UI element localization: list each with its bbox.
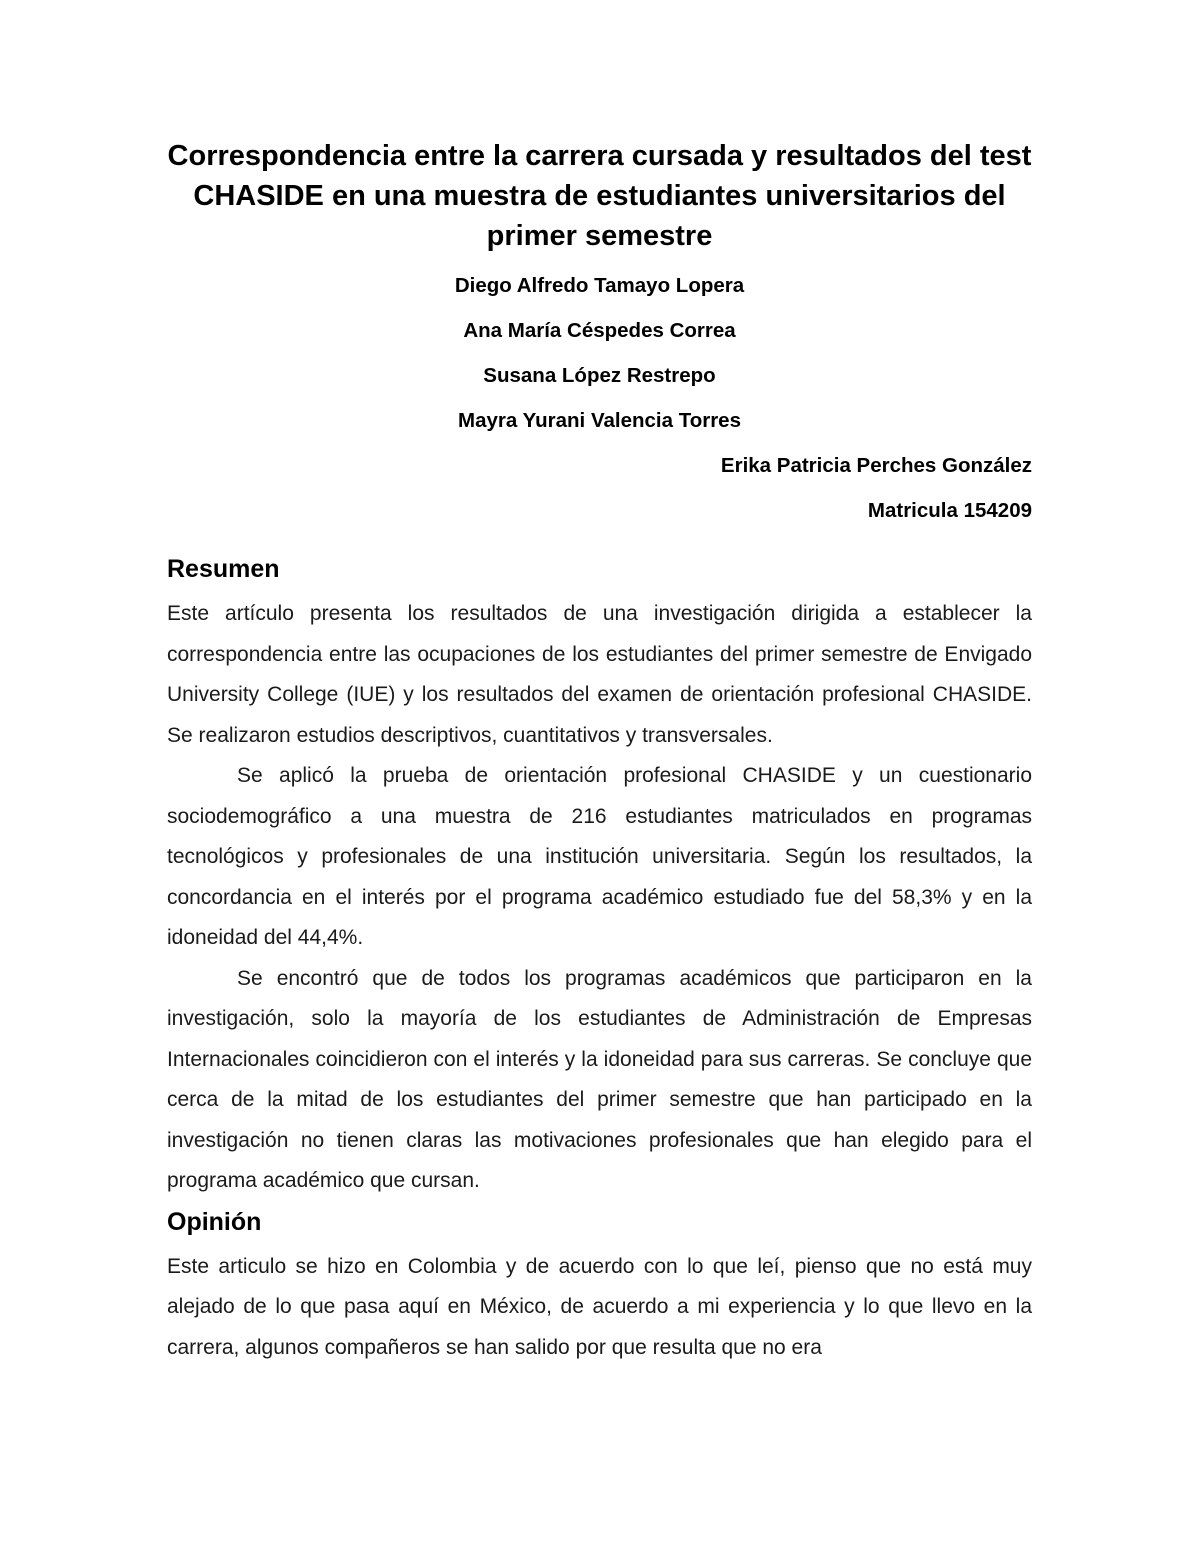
document-title: Correspondencia entre la carrera cursada y resultados del test CHASIDE en una muestra de estudiantes universitarios del primer semestre xyxy=(167,140,1032,252)
author-name: Susana López Restrepo xyxy=(483,364,716,387)
document-body xyxy=(167,136,1032,1368)
resumen-paragraph: Se aplicó la prueba de orientación profesional CHASIDE y un cuestionario sociodemográfico a una muestra de 216 estudiantes matriculados en programas tecnológicos y profesionales de una institución universitaria. Según los resultados, la concordancia en el interés por el programa académico estudiado fue del 58,3% y en la idoneidad del 44,4%. xyxy=(167,764,1032,949)
section-heading-opinion: Opinión xyxy=(167,1207,262,1236)
author-name: Mayra Yurani Valencia Torres xyxy=(458,409,741,432)
resumen-paragraph: Se encontró que de todos los programas académicos que participaron en la investigación, solo la mayoría de los estudiantes de Administración de Empresas Internacionales coincidieron con el interés y la idoneidad para sus carreras. Se concluye que cerca de la mitad de los estudiantes del primer semestre que han participado en la investigación no tienen claras las motivaciones profesionales que han elegido para el programa académico que cursan. xyxy=(167,966,1032,1192)
student-id: Matricula 154209 xyxy=(867,499,1032,522)
opinion-paragraph: Este articulo se hizo en Colombia y de acuerdo con lo que leí, pienso que no está muy alejado de lo que pasa aquí en México, de acuerdo a mi experiencia y lo que llevo en la carrera, algunos compañeros se han salido por que resulta que no era xyxy=(167,1254,1032,1359)
author-name: Diego Alfredo Tamayo Lopera xyxy=(454,274,745,297)
author-name: Ana María Céspedes Correa xyxy=(463,319,736,342)
section-heading-resumen: Resumen xyxy=(167,555,280,583)
resumen-paragraph: Este artículo presenta los resultados de una investigación dirigida a establecer la correspondencia entre las ocupaciones de los estudiantes del primer semestre de Envigado University College (IUE) y los resultados del examen de orientación profesional CHASIDE. Se realizaron estudios descriptivos, cuantitativos y transversales. xyxy=(167,602,1032,747)
student-name: Erika Patricia Perches González xyxy=(720,454,1032,477)
